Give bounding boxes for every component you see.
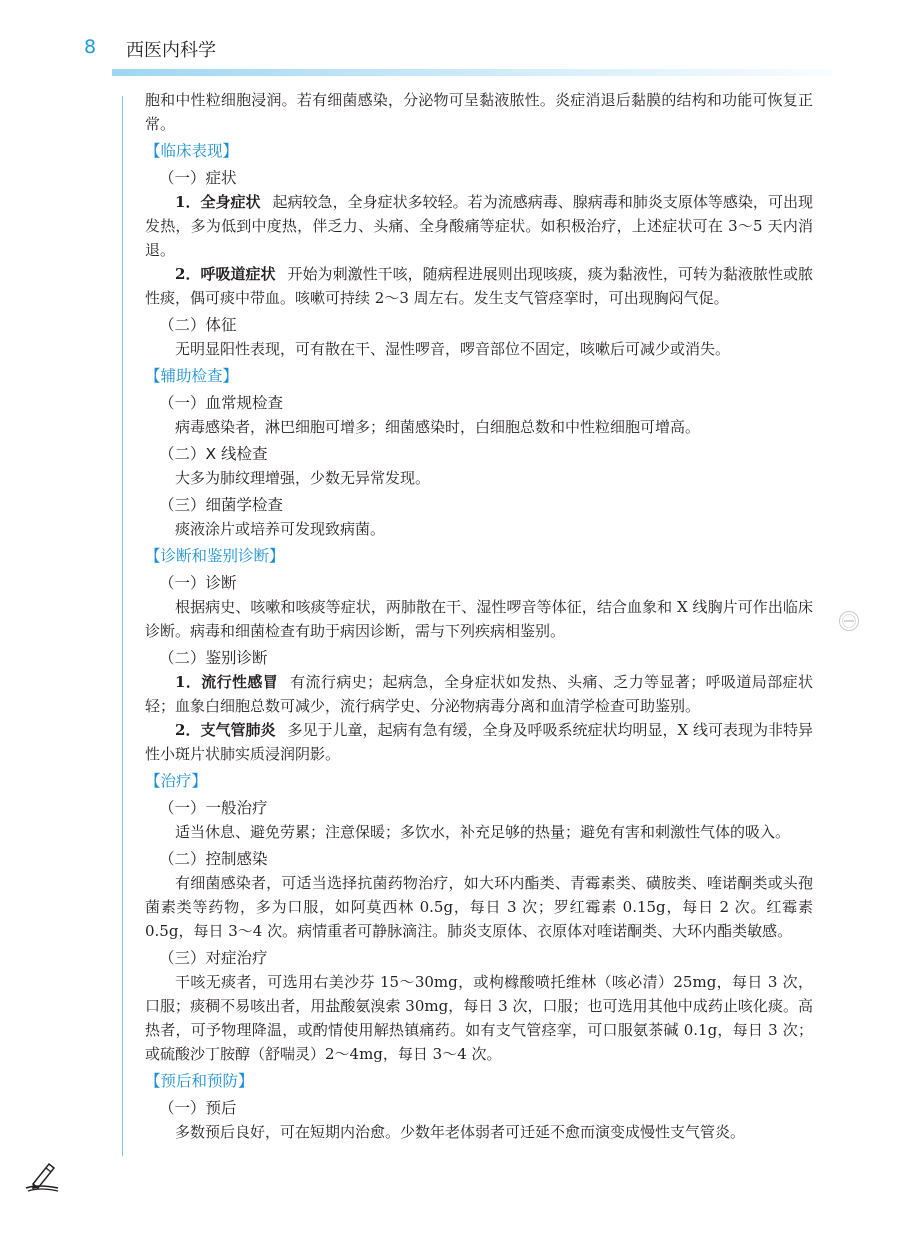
- subheading-differential: （二）鉴别诊断: [159, 649, 268, 667]
- paragraph-infection-control: 有细菌感染者，可适当选择抗菌药物治疗，如大环内酯类、青霉素类、磺胺类、喹诺酮类或头孢菌素类等药物，多为口服，如阿莫西林 0.5g，每日 3 次；罗红霉素 0.15g，每日 2 次。红霉素 0.5g，每日 3～4 次。病情重者可静脉滴注。肺炎支原体、衣原体对喹诺酮类、大环内酯类敏感。: [145, 874, 813, 940]
- item-lead: 1．流行性感冒: [175, 673, 279, 691]
- page-number: 8: [84, 36, 97, 58]
- paragraph-prognosis: 多数预后良好，可在短期内治愈。少数年老体弱者可迁延不愈而演变成慢性支气管炎。: [175, 1123, 746, 1141]
- circle-stamp-icon: [838, 610, 860, 632]
- paragraph-respiratory-symptoms: [145, 262, 813, 310]
- paragraph-signs: 无明显阳性表现，可有散在干、湿性啰音，啰音部位不固定，咳嗽后可减少或消失。: [175, 340, 731, 358]
- item-text: 起病较急，全身症状多较轻。若为流感病毒、腺病毒和肺炎支原体等感染，可出现发热，多为低到中度热，伴乏力、头痛、全身酸痛等症状。如积极治疗，上述症状可在 3～5 天内消退。: [145, 193, 813, 259]
- subheading-prognosis: （一）预后: [159, 1099, 237, 1117]
- paragraph-bronchopneumonia: [145, 718, 813, 766]
- section-heading-clinical: 【临床表现】: [145, 142, 239, 160]
- subheading-blood: （一）血常规检查: [159, 394, 284, 412]
- section-heading-treatment: 【治疗】: [145, 772, 208, 790]
- header-rule: [112, 69, 832, 76]
- subheading-general-treatment: （一）一般治疗: [159, 799, 268, 817]
- subheading-infection-control: （二）控制感染: [159, 850, 268, 868]
- page-header: [0, 0, 900, 80]
- paragraph-diagnosis: 根据病史、咳嗽和咳痰等症状，两肺散在干、湿性啰音等体征，结合血象和 X 线胸片可作出临床诊断。病毒和细菌检查有助于病因诊断，需与下列疾病相鉴别。: [145, 598, 813, 640]
- subheading-signs: （二）体征: [159, 316, 237, 334]
- item-lead: 2．呼吸道症状: [175, 265, 276, 283]
- subheading-diagnosis: （一）诊断: [159, 574, 237, 592]
- book-title: 西医内科学: [126, 40, 216, 61]
- subheading-symptomatic: （三）对症治疗: [159, 949, 268, 967]
- subheading-bacteriology: （三）细菌学检查: [159, 496, 284, 514]
- item-lead: 2．支气管肺炎: [175, 721, 276, 739]
- pen-book-icon: [24, 1158, 60, 1194]
- margin-line: [122, 96, 123, 1156]
- intro-paragraph: 胞和中性粒细胞浸润。若有细菌感染，分泌物可呈黏液脓性。炎症消退后黏膜的结构和功能可恢复正常。: [145, 91, 813, 133]
- section-heading-prognosis: 【预后和预防】: [145, 1072, 254, 1090]
- paragraph-bacteriology: 痰液涂片或培养可发现致病菌。: [175, 520, 386, 538]
- section-heading-exam: 【辅助检查】: [145, 367, 239, 385]
- subheading-symptoms: （一）症状: [159, 169, 237, 187]
- item-lead: 1．全身症状: [175, 193, 261, 211]
- section-heading-diagnosis: 【诊断和鉴别诊断】: [145, 547, 285, 565]
- paragraph-general-treatment: 适当休息、避免劳累；注意保暖；多饮水，补充足够的热量；避免有害和刺激性气体的吸入。: [175, 823, 791, 841]
- paragraph-influenza: [145, 670, 813, 718]
- item-text: 多见于儿童，起病有急有缓，全身及呼吸系统症状均明显，X 线可表现为非特异性小斑片状肺实质浸润阴影。: [145, 721, 813, 763]
- item-text: 有流行病史；起病急，全身症状如发热、头痛、乏力等显著；呼吸道局部症状轻；血象白细胞总数可减少，流行病学史、分泌物病毒分离和血清学检查可助鉴别。: [145, 673, 813, 715]
- paragraph-blood: 病毒感染者，淋巴细胞可增多；细菌感染时，白细胞总数和中性粒细胞可增高。: [175, 418, 701, 436]
- paragraph-symptomatic: 干咳无痰者，可选用右美沙芬 15～30mg，或枸橼酸喷托维林（咳必清）25mg，每日 3 次，口服；痰稠不易咳出者，用盐酸氨溴索 30mg，每日 3 次，口服；也可选用其他中成药止咳化痰。高热者，可予物理降温，或酌情使用解热镇痛药。如有支气管痉挛，可口服氨茶碱 0.1g，每日 3 次；或硫酸沙丁胺醇（舒喘灵）2～4mg，每日 3～4 次。: [145, 973, 813, 1063]
- subheading-xray: （二）X 线检查: [159, 445, 268, 463]
- paragraph-systemic-symptoms: [145, 190, 813, 262]
- page-body: [145, 88, 813, 1144]
- item-text: 开始为刺激性干咳，随病程进展则出现咳痰，痰为黏液性，可转为黏液脓性或脓性痰，偶可痰中带血。咳嗽可持续 2～3 周左右。发生支气管痉挛时，可出现胸闷气促。: [145, 265, 813, 307]
- paragraph-xray: 大多为肺纹理增强，少数无异常发现。: [175, 469, 431, 487]
